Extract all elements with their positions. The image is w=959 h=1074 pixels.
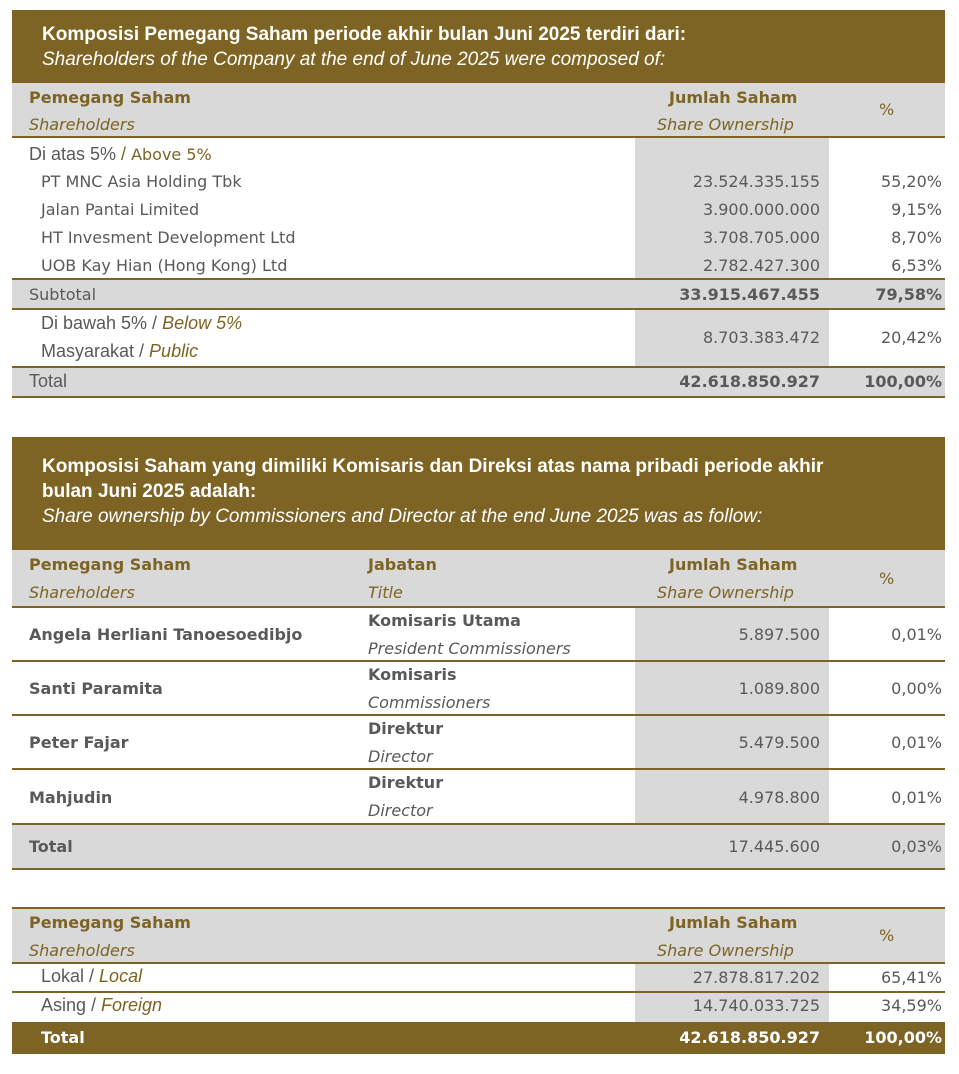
member-name: Mahjudin bbox=[29, 788, 113, 807]
subtotal-percent: 79,58% bbox=[875, 285, 942, 304]
subtotal-label: Subtotal bbox=[29, 285, 97, 304]
table-header bbox=[12, 83, 945, 138]
header-percent: % bbox=[879, 926, 895, 945]
table-row bbox=[12, 770, 945, 825]
total-row bbox=[12, 366, 945, 396]
table-row bbox=[12, 993, 945, 1022]
local-label: Lokal / Local bbox=[41, 966, 143, 986]
member-percent: 0,01% bbox=[891, 625, 942, 644]
header-title-en: Title bbox=[368, 583, 403, 602]
member-shares: 5.479.500 bbox=[738, 733, 820, 752]
header-shares-id: Jumlah Saham bbox=[669, 913, 798, 932]
total-row bbox=[12, 825, 945, 868]
table-row-shares: 2.782.427.300 bbox=[702, 256, 820, 275]
title-id: Komposisi Pemegang Saham periode akhir bulan Juni 2025 terdiri dari: bbox=[42, 24, 687, 45]
table-row-shares: 3.708.705.000 bbox=[702, 228, 820, 247]
section-title bbox=[12, 10, 945, 83]
foreign-label: Asing / Foreign bbox=[41, 995, 163, 1015]
subtotal-row bbox=[12, 278, 945, 310]
title-id-line1: Komposisi Saham yang dimiliki Komisaris dan Direksi atas nama pribadi periode akhir bbox=[42, 456, 824, 477]
header-percent: % bbox=[879, 569, 895, 588]
member-name: Angela Herliani Tanoesoedibjo bbox=[29, 625, 303, 644]
header-title-id: Jabatan bbox=[368, 555, 437, 574]
total-percent: 100,00% bbox=[864, 1028, 942, 1047]
table-row-shares: 3.900.000.000 bbox=[702, 200, 820, 219]
member-name: Santi Paramita bbox=[29, 679, 163, 698]
header-shareholders-en: Shareholders bbox=[29, 583, 135, 602]
total-label: Total bbox=[29, 837, 73, 856]
table-row-shares: 23.524.335.155 bbox=[692, 172, 820, 191]
table-row-name: Jalan Pantai Limited bbox=[41, 200, 200, 219]
table-row-name: HT Invesment Development Ltd bbox=[41, 228, 296, 247]
total-shares: 42.618.850.927 bbox=[679, 1028, 820, 1047]
foreign-shares: 14.740.033.725 bbox=[692, 996, 820, 1015]
table-row-name: PT MNC Asia Holding Tbk bbox=[41, 172, 242, 191]
group-below-row bbox=[12, 310, 945, 366]
table-row bbox=[12, 964, 945, 993]
header-shareholders-en: Shareholders bbox=[29, 115, 135, 134]
below-shares: 8.703.383.472 bbox=[702, 328, 820, 347]
header-shareholders-id: Pemegang Saham bbox=[29, 913, 191, 932]
header-shareholders-en: Shareholders bbox=[29, 941, 135, 960]
group-above-label: Di atas 5% / Above 5% bbox=[29, 144, 212, 164]
local-percent: 65,41% bbox=[880, 968, 942, 987]
foreign-percent: 34,59% bbox=[880, 996, 942, 1015]
table-row-percent: 55,20% bbox=[880, 172, 942, 191]
header-percent: % bbox=[879, 100, 895, 119]
public-label: Masyarakat / Public bbox=[41, 341, 199, 361]
total-row bbox=[12, 1022, 945, 1054]
member-percent: 0,01% bbox=[891, 788, 942, 807]
member-shares: 4.978.800 bbox=[738, 788, 820, 807]
table-row bbox=[12, 662, 945, 716]
group-above-block bbox=[12, 138, 945, 278]
member-title-en: Commissioners bbox=[368, 693, 491, 712]
header-shares-id: Jumlah Saham bbox=[669, 88, 798, 107]
member-title-id: Direktur bbox=[368, 719, 444, 738]
local-shares: 27.878.817.202 bbox=[692, 968, 820, 987]
table-row bbox=[12, 608, 945, 662]
header-shares-en: Share Ownership bbox=[657, 941, 794, 960]
header-shares-en: Share Ownership bbox=[657, 583, 794, 602]
below-label: Di bawah 5% / Below 5% bbox=[41, 313, 243, 333]
member-title-id: Komisaris Utama bbox=[368, 611, 521, 630]
table-header bbox=[12, 550, 945, 608]
header-shares-id: Jumlah Saham bbox=[669, 555, 798, 574]
member-name: Peter Fajar bbox=[29, 733, 129, 752]
section-title bbox=[12, 437, 945, 550]
table-row-name: UOB Kay Hian (Hong Kong) Ltd bbox=[41, 256, 288, 275]
subtotal-shares: 33.915.467.455 bbox=[679, 285, 820, 304]
member-title-id: Komisaris bbox=[368, 665, 457, 684]
local-foreign-section bbox=[12, 907, 945, 1054]
title-en: Shareholders of the Company at the end of June 2025 were composed of: bbox=[42, 49, 666, 70]
table-header bbox=[12, 909, 945, 964]
member-title-id: Direktur bbox=[368, 773, 444, 792]
total-shares: 17.445.600 bbox=[728, 837, 820, 856]
title-id-line2: bulan Juni 2025 adalah: bbox=[42, 481, 257, 502]
member-shares: 5.897.500 bbox=[738, 625, 820, 644]
header-shareholders-id: Pemegang Saham bbox=[29, 88, 191, 107]
board-ownership-section bbox=[12, 437, 945, 870]
member-title-en: Director bbox=[368, 747, 433, 766]
header-shareholders-id: Pemegang Saham bbox=[29, 555, 191, 574]
shareholder-composition-section bbox=[12, 10, 945, 398]
table-row bbox=[12, 716, 945, 770]
table-row-percent: 8,70% bbox=[891, 228, 942, 247]
total-label: Total bbox=[41, 1028, 85, 1047]
total-percent: 0,03% bbox=[891, 837, 942, 856]
table-row-percent: 6,53% bbox=[891, 256, 942, 275]
table-row-percent: 9,15% bbox=[891, 200, 942, 219]
total-label: Total bbox=[29, 371, 68, 391]
member-percent: 0,00% bbox=[891, 679, 942, 698]
member-shares: 1.089.800 bbox=[738, 679, 820, 698]
member-title-en: President Commissioners bbox=[368, 639, 571, 658]
below-percent: 20,42% bbox=[880, 328, 942, 347]
total-percent: 100,00% bbox=[864, 372, 942, 391]
header-shares-en: Share Ownership bbox=[657, 115, 794, 134]
member-percent: 0,01% bbox=[891, 733, 942, 752]
title-en: Share ownership by Commissioners and Director at the end June 2025 was as follow: bbox=[42, 506, 763, 527]
member-title-en: Director bbox=[368, 801, 433, 820]
total-shares: 42.618.850.927 bbox=[679, 372, 820, 391]
